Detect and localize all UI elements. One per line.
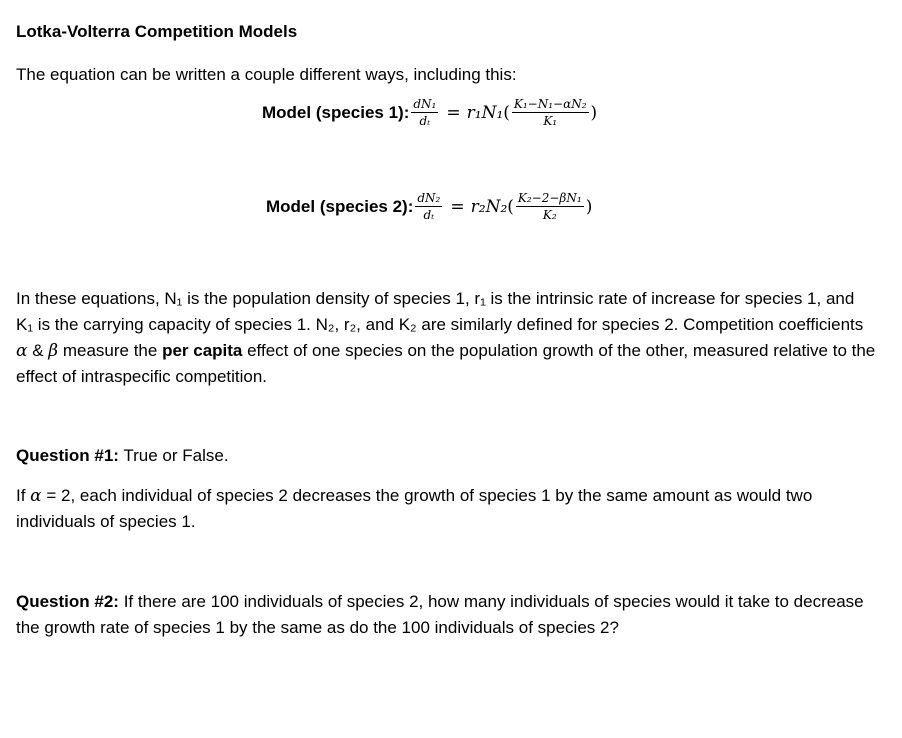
intro-text: The equation can be written a couple different ways, including this: (16, 65, 517, 84)
question-1-body-prefix: If (16, 486, 31, 505)
question-1-heading (16, 443, 229, 469)
model-2-lhs-denominator: dₜ (423, 208, 435, 222)
beta-symbol: β (48, 341, 59, 361)
question-2-label: Question #2: (16, 592, 119, 611)
model-2-rhs-fraction (516, 192, 584, 222)
model-1-rhs-denominator: K₁ (543, 114, 558, 128)
model-1-label: Model (species 1): (262, 103, 410, 122)
model-1-equals: = (446, 103, 461, 123)
model-2-equals: = (450, 197, 465, 217)
model-1-open-paren: ( (503, 103, 510, 123)
question-1-label: Question #1: (16, 446, 119, 465)
explanation-part-3: effect of one species on the population growth of the other, measured relative to the effect of intraspecific competition. (16, 341, 876, 386)
question-1-prompt: True or False. (118, 446, 229, 465)
model-2-close-paren: ) (585, 197, 593, 217)
model-2-open-paren: ( (507, 197, 514, 217)
model-1-close-paren: ) (590, 103, 598, 123)
question-1-body-rest: = 2, each individual of species 2 decreases the growth of species 1 by the same amount as would two individuals of species 1. (16, 486, 813, 531)
model-1-rhs-prefix: r₁N₁ (466, 103, 504, 123)
model-1-rhs-numerator: K₁−N₁−αN₂ (513, 97, 587, 111)
model-1-lhs-numerator: dN₁ (413, 97, 437, 111)
model-2-lhs-fraction (415, 192, 442, 222)
model-2-label: Model (species 2): (266, 197, 414, 216)
alpha-symbol: α (16, 341, 28, 361)
model-equation-species-1 (262, 98, 597, 128)
model-2-rhs-numerator: K₂−2−βN₁ (517, 191, 582, 205)
model-2-lhs-numerator: dN₂ (417, 191, 441, 205)
model-1-lhs-fraction (411, 98, 438, 128)
question-1-alpha-symbol: α (30, 486, 42, 506)
page-title: Lotka-Volterra Competition Models (16, 22, 298, 41)
question-2 (16, 589, 876, 641)
explanation-ampersand: & (27, 341, 49, 360)
model-2-rhs-prefix: r₂N₂ (470, 197, 508, 217)
question-2-text: If there are 100 individuals of species 2, how many individuals of species would it take to decrease the growth rate of species 1 by the same as do the 100 individuals of species 2? (16, 592, 864, 637)
model-2-rhs-denominator: K₂ (542, 208, 557, 222)
model-equation-species-2 (266, 192, 592, 222)
explanation-part-2: measure the (58, 341, 163, 360)
model-1-rhs-fraction (512, 98, 589, 128)
model-1-lhs-denominator: dₜ (419, 114, 431, 128)
explanation-paragraph (16, 286, 876, 390)
question-1-body (16, 483, 866, 535)
explanation-part-1: In these equations, N₁ is the population density of species 1, r₁ is the intrinsic rate of increase for species 1, and K₁ is the carrying capacity of species 1. N₂, r₂, and K₂ are similarly defined for species 2. Competition coefficients (16, 289, 864, 334)
explanation-bold-term: per capita (162, 341, 243, 360)
